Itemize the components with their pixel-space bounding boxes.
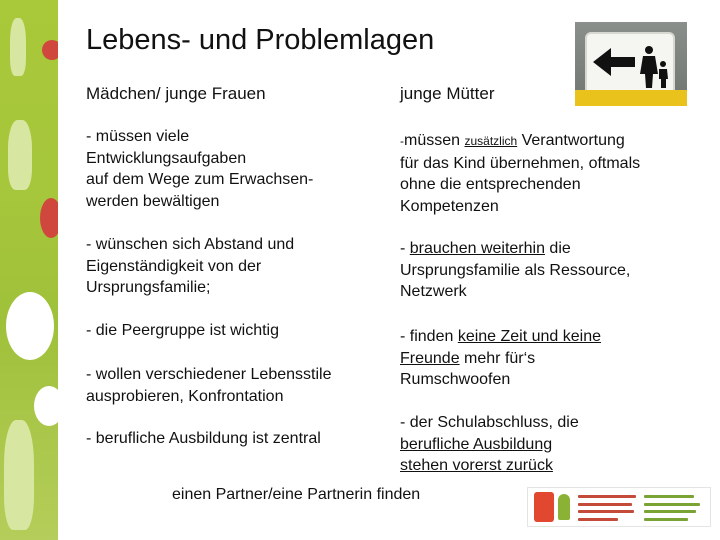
text-span: - finden: [400, 328, 458, 345]
text-line: [400, 130, 640, 153]
text-line: - berufliche Ausbildung ist zentral: [86, 430, 321, 447]
sidebar-figure-1: [10, 18, 26, 76]
left-item-5: [86, 428, 321, 450]
underlined-text: brauchen weiterhin: [409, 240, 545, 257]
decorative-sidebar: [0, 0, 58, 540]
text-line: Rumschwoofen: [400, 371, 511, 388]
yellow-rail: [575, 90, 687, 106]
text-line: auf dem Wege zum Erwachsen-: [86, 171, 314, 188]
text-line: - die Peergruppe ist wichtig: [86, 322, 279, 339]
right-column-heading: junge Mütter: [400, 84, 495, 103]
text-line: - wollen verschiedener Lebensstile: [86, 366, 332, 383]
text-line: werden bewältigen: [86, 192, 220, 210]
underlined-text: zusätzlich: [464, 134, 518, 148]
text-span: -: [400, 240, 410, 257]
text-line: - der Schulabschluss, die: [400, 414, 579, 431]
text-span: Verantwortung: [517, 132, 625, 149]
text-line: für das Kind übernehmen, oftmals: [400, 154, 641, 172]
text-line: ohne die entsprechenden: [400, 176, 581, 193]
sidebar-figure-3: [4, 420, 34, 530]
text-line: Entwicklungsaufgaben: [86, 149, 247, 167]
text-line: - wünschen sich Abstand und: [86, 236, 295, 253]
organization-logo: [527, 487, 711, 527]
sidebar-figure-2: [8, 120, 32, 190]
text-line: Kompetenzen: [400, 197, 499, 215]
left-item-4: [86, 364, 331, 407]
dash: -: [400, 134, 404, 148]
logo-figure: [558, 494, 570, 520]
underlined-text: stehen vorerst zurück: [400, 457, 553, 474]
left-arrow-icon: [587, 34, 673, 94]
text-span: die: [544, 240, 571, 257]
left-item-2: [86, 234, 294, 299]
page-title: Lebens- und Problemlagen: [86, 24, 435, 56]
logo-text-lines-left: [578, 495, 636, 521]
left-item-3: [86, 320, 279, 342]
logo-mark: [534, 492, 554, 522]
text-span: müssen: [404, 132, 465, 149]
right-item-1: [400, 130, 640, 217]
text-line: Netzwerk: [400, 283, 467, 300]
logo-text-lines-right: [644, 495, 702, 521]
right-item-2: [400, 238, 630, 303]
right-item-4: [400, 412, 579, 477]
text-line: Ursprungsfamilie;: [86, 279, 211, 296]
sidebar-speech-bubble-1: [6, 292, 54, 360]
underlined-text: Freunde: [400, 349, 460, 367]
sign-photo: [575, 22, 687, 106]
right-item-3: [400, 326, 601, 391]
sidebar-red-badge-2: [40, 198, 58, 238]
sidebar-red-badge-1: [42, 40, 58, 60]
sidebar-speech-bubble-2: [34, 386, 58, 426]
left-item-1: [86, 126, 313, 212]
text-line: [400, 348, 601, 370]
pedestrian-sign: [585, 32, 675, 96]
underlined-text: berufliche Ausbildung: [400, 435, 553, 453]
underlined-text: keine Zeit und keine: [457, 328, 602, 345]
text-line: [400, 326, 601, 348]
left-column-heading: Mädchen/ junge Frauen: [86, 84, 266, 103]
text-line: [400, 238, 630, 260]
text-span: mehr für‘s: [459, 349, 536, 367]
text-line: Eigenständigkeit von der: [86, 257, 262, 275]
text-line: - müssen viele: [86, 128, 190, 145]
footer-text: einen Partner/eine Partnerin finden: [172, 486, 421, 503]
text-line: ausprobieren, Konfrontation: [86, 387, 284, 405]
text-line: Ursprungsfamilie als Ressource,: [400, 261, 631, 279]
